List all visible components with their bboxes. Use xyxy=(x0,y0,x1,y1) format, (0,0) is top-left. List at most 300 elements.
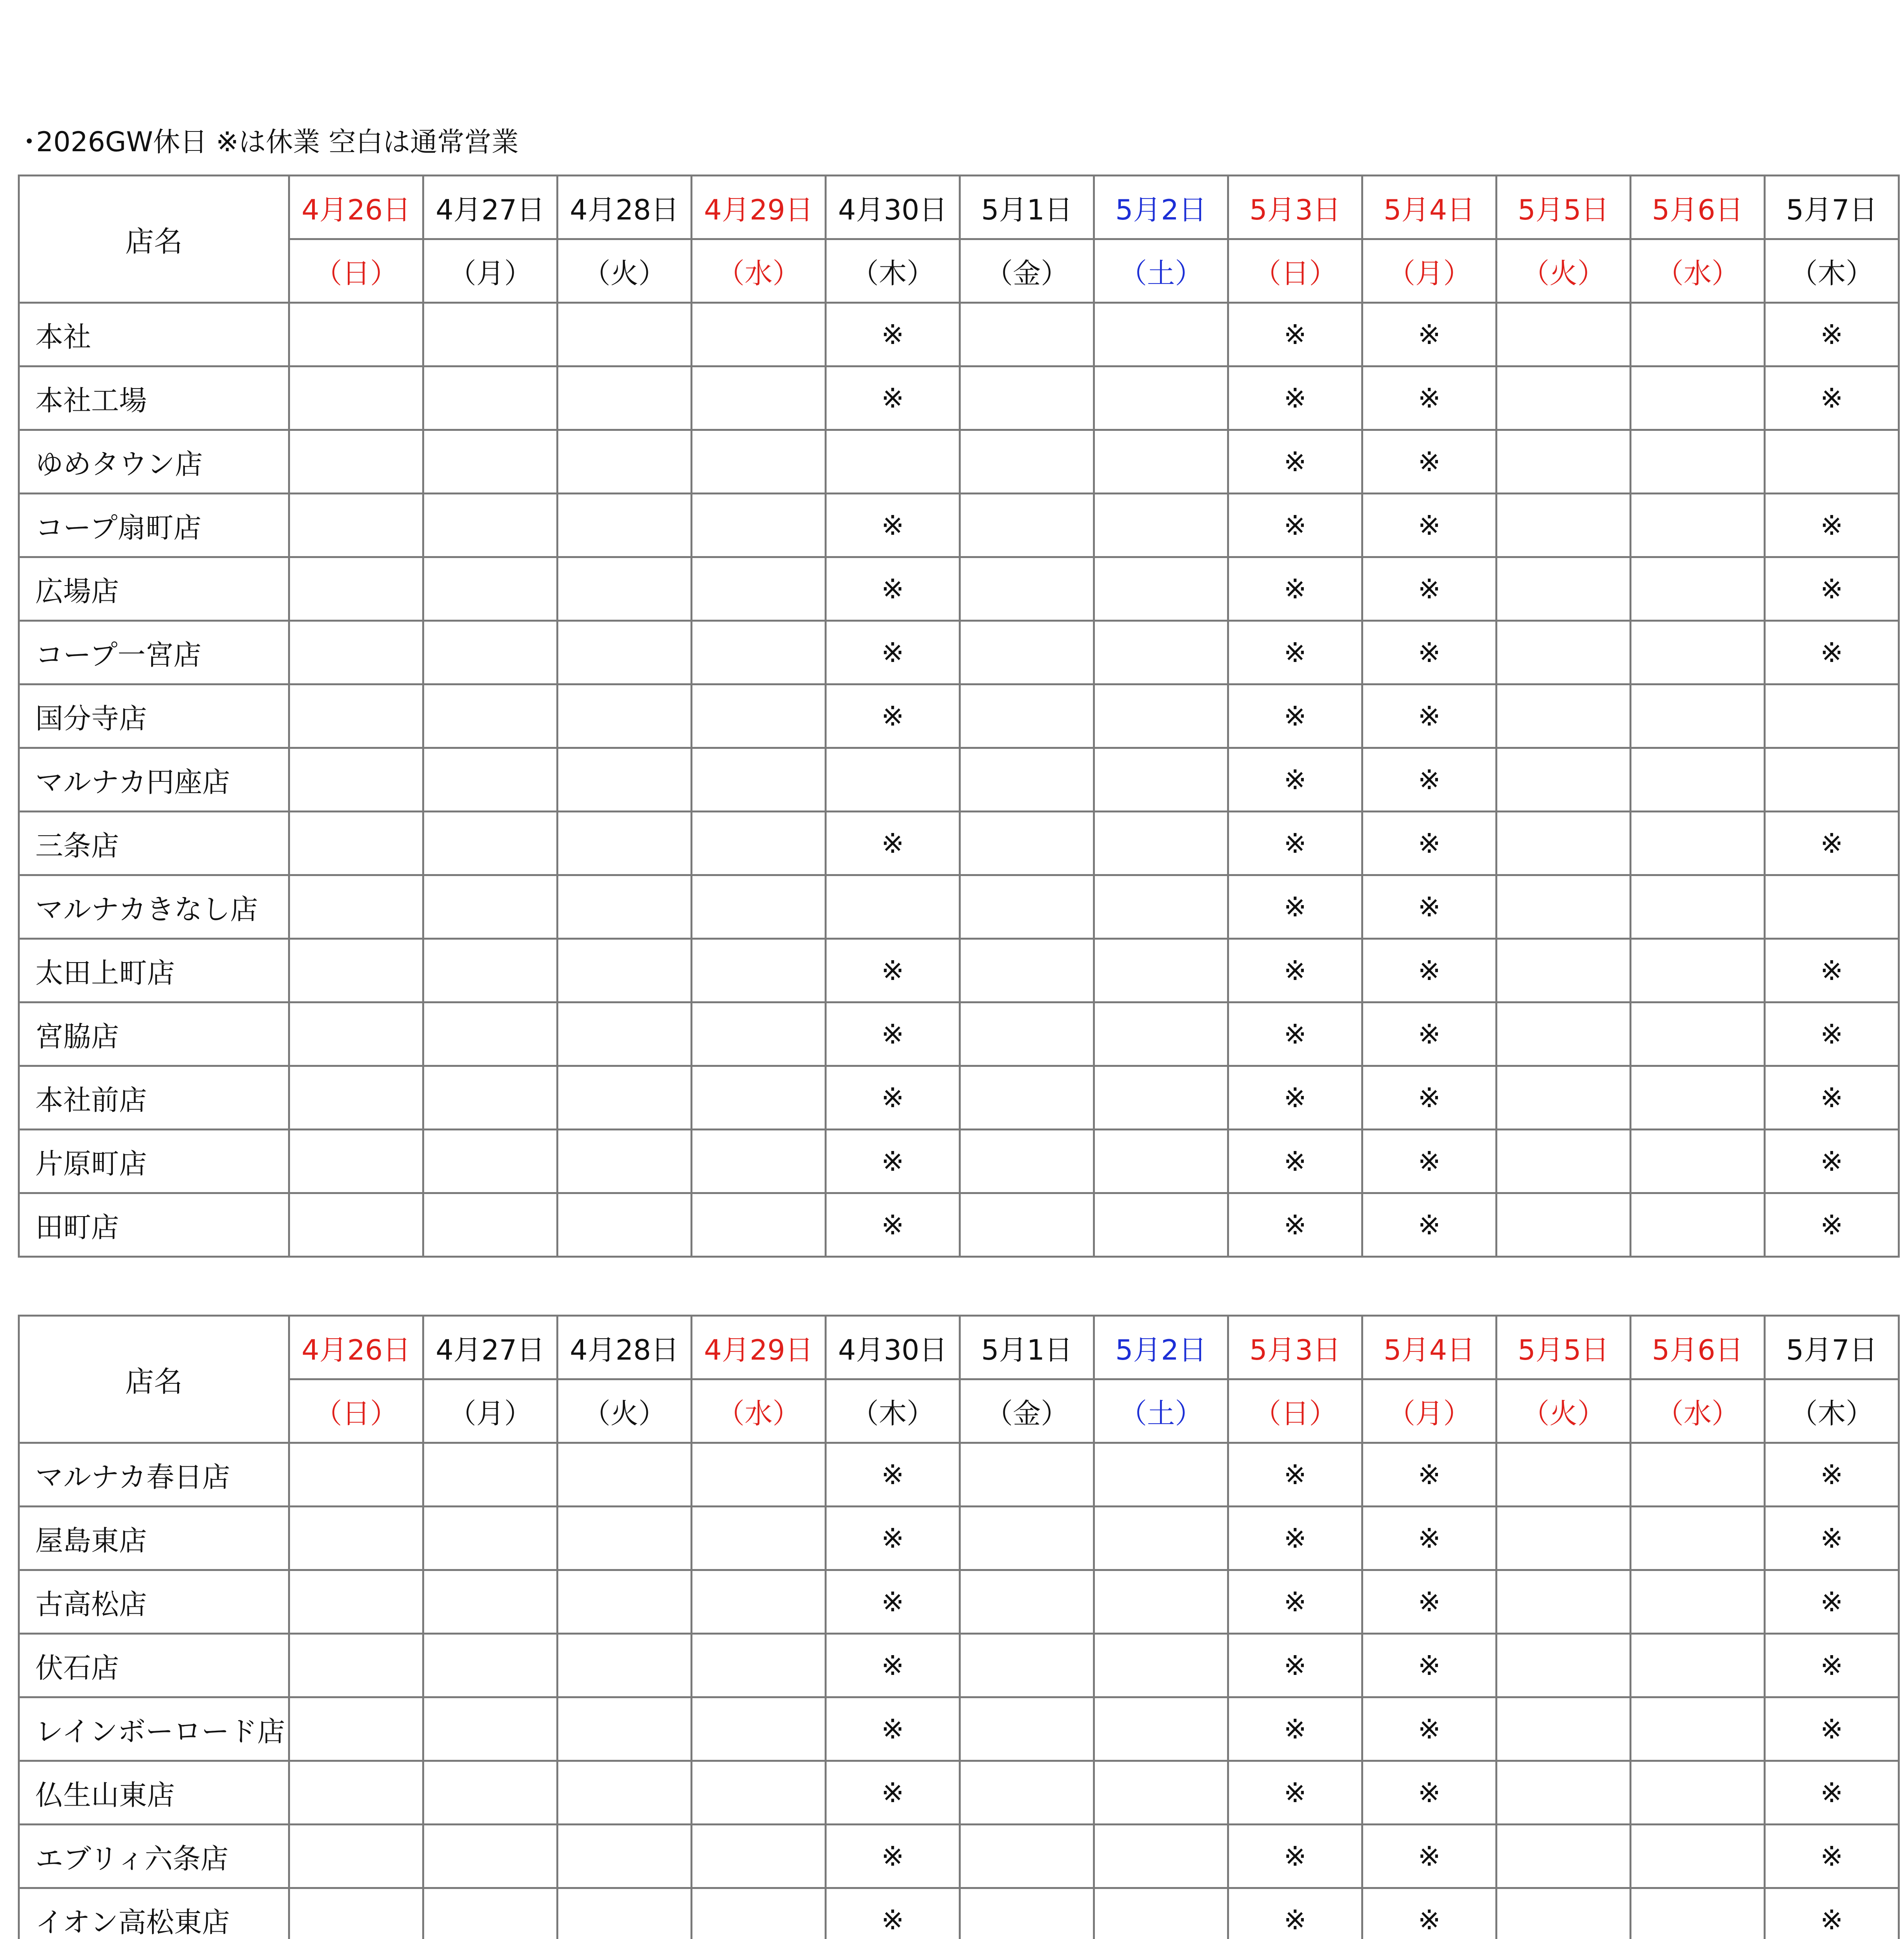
closure-cell: ※ xyxy=(1228,1570,1362,1634)
closure-cell xyxy=(960,1193,1094,1257)
closure-cell xyxy=(423,621,558,684)
store-name: 屋島東店 xyxy=(19,1507,289,1570)
date-header: 4月28日 xyxy=(558,1316,692,1379)
closure-cell xyxy=(1497,494,1631,557)
closure-cell xyxy=(692,1193,826,1257)
closure-cell xyxy=(692,1443,826,1507)
closure-cell xyxy=(558,557,692,621)
closure-cell xyxy=(558,430,692,494)
closure-cell xyxy=(960,1761,1094,1825)
closure-cell: ※ xyxy=(1228,1443,1362,1507)
closure-cell: ※ xyxy=(826,303,960,366)
closure-cell xyxy=(1631,1066,1765,1130)
table-row xyxy=(19,1443,1899,1507)
closure-cell xyxy=(692,1761,826,1825)
closure-cell: ※ xyxy=(1362,1507,1497,1570)
closure-cell xyxy=(289,494,423,557)
table-row xyxy=(19,430,1899,494)
closure-cell xyxy=(1497,1507,1631,1570)
closure-cell xyxy=(1765,748,1899,812)
date-header: 4月30日 xyxy=(826,1316,960,1379)
closure-cell xyxy=(1497,1130,1631,1193)
table-row xyxy=(19,875,1899,939)
table-row xyxy=(19,1761,1899,1825)
closure-cell xyxy=(826,875,960,939)
closure-cell: ※ xyxy=(826,494,960,557)
closure-cell xyxy=(423,1697,558,1761)
closure-cell: ※ xyxy=(826,1002,960,1066)
closure-cell xyxy=(423,494,558,557)
weekday-header: （火） xyxy=(1497,239,1631,303)
closure-cell xyxy=(1094,1130,1228,1193)
closure-cell xyxy=(1631,430,1765,494)
closure-cell: ※ xyxy=(1228,748,1362,812)
closure-cell xyxy=(1497,303,1631,366)
closure-cell xyxy=(960,430,1094,494)
table-row xyxy=(19,684,1899,748)
closure-cell: ※ xyxy=(826,939,960,1002)
closure-cell xyxy=(289,939,423,1002)
closure-cell xyxy=(960,557,1094,621)
closure-cell xyxy=(692,366,826,430)
closure-cell: ※ xyxy=(1228,1507,1362,1570)
date-header: 4月30日 xyxy=(826,176,960,239)
table-row xyxy=(19,748,1899,812)
closure-cell xyxy=(289,684,423,748)
closure-cell: ※ xyxy=(1362,1634,1497,1697)
closure-cell xyxy=(558,1761,692,1825)
date-header: 5月2日 xyxy=(1094,176,1228,239)
closure-cell xyxy=(1497,875,1631,939)
closure-cell xyxy=(289,875,423,939)
closure-cell: ※ xyxy=(1228,1825,1362,1888)
closure-cell xyxy=(1094,1825,1228,1888)
closure-cell xyxy=(423,1066,558,1130)
closure-cell xyxy=(558,1193,692,1257)
closure-cell: ※ xyxy=(1228,1697,1362,1761)
closure-cell xyxy=(289,1130,423,1193)
closure-cell xyxy=(826,748,960,812)
closure-cell xyxy=(1094,875,1228,939)
closure-cell: ※ xyxy=(1765,1761,1899,1825)
closure-cell xyxy=(289,1697,423,1761)
closure-cell: ※ xyxy=(1228,494,1362,557)
closure-cell xyxy=(960,748,1094,812)
closure-cell xyxy=(289,1066,423,1130)
closure-cell xyxy=(289,1443,423,1507)
closure-cell: ※ xyxy=(826,1570,960,1634)
closure-cell xyxy=(960,1066,1094,1130)
weekday-header: （土） xyxy=(1094,1379,1228,1443)
closure-cell: ※ xyxy=(1228,939,1362,1002)
closure-cell xyxy=(1631,366,1765,430)
closure-cell: ※ xyxy=(1765,303,1899,366)
closure-cell xyxy=(1631,1697,1765,1761)
closure-cell xyxy=(558,684,692,748)
weekday-header: （水） xyxy=(1631,1379,1765,1443)
closure-cell xyxy=(423,748,558,812)
closure-cell: ※ xyxy=(1765,939,1899,1002)
closure-cell: ※ xyxy=(826,1825,960,1888)
closure-cell xyxy=(960,1507,1094,1570)
store-name: マルナカ春日店 xyxy=(19,1443,289,1507)
store-name: 古高松店 xyxy=(19,1570,289,1634)
date-header: 5月5日 xyxy=(1497,176,1631,239)
closure-cell: ※ xyxy=(1362,1193,1497,1257)
closure-cell xyxy=(1631,621,1765,684)
closure-cell: ※ xyxy=(1362,1002,1497,1066)
closure-cell xyxy=(423,1888,558,1939)
closure-cell xyxy=(1631,1507,1765,1570)
weekday-header: （木） xyxy=(1765,239,1899,303)
closure-cell xyxy=(423,430,558,494)
closure-cell: ※ xyxy=(1228,684,1362,748)
closure-cell: ※ xyxy=(1228,303,1362,366)
store-name-header: 店名 xyxy=(19,176,289,303)
closure-cell xyxy=(423,1130,558,1193)
holiday-table-2 xyxy=(18,1315,1900,1939)
date-header: 4月26日 xyxy=(289,1316,423,1379)
weekday-header: （木） xyxy=(826,1379,960,1443)
date-header: 5月3日 xyxy=(1228,1316,1362,1379)
closure-cell xyxy=(692,1888,826,1939)
closure-cell xyxy=(1631,1825,1765,1888)
closure-cell: ※ xyxy=(1228,1066,1362,1130)
closure-cell xyxy=(1094,303,1228,366)
table-row xyxy=(19,1825,1899,1888)
closure-cell xyxy=(1094,494,1228,557)
closure-cell: ※ xyxy=(1362,303,1497,366)
closure-cell xyxy=(692,875,826,939)
weekday-header: （水） xyxy=(692,239,826,303)
closure-cell xyxy=(423,557,558,621)
closure-cell xyxy=(423,1570,558,1634)
store-name: 宮脇店 xyxy=(19,1002,289,1066)
closure-cell: ※ xyxy=(1362,557,1497,621)
closure-cell xyxy=(1497,1443,1631,1507)
store-name: コープ一宮店 xyxy=(19,621,289,684)
closure-cell xyxy=(289,1193,423,1257)
closure-cell xyxy=(1497,1761,1631,1825)
closure-cell: ※ xyxy=(1765,812,1899,875)
closure-cell: ※ xyxy=(1362,366,1497,430)
closure-cell: ※ xyxy=(826,557,960,621)
closure-cell xyxy=(692,748,826,812)
closure-cell: ※ xyxy=(826,1443,960,1507)
closure-cell xyxy=(423,1193,558,1257)
closure-cell: ※ xyxy=(1362,684,1497,748)
closure-cell: ※ xyxy=(1362,494,1497,557)
closure-cell xyxy=(960,1825,1094,1888)
closure-cell: ※ xyxy=(1362,621,1497,684)
closure-cell xyxy=(1094,1570,1228,1634)
weekday-header: （日） xyxy=(289,239,423,303)
date-header: 4月26日 xyxy=(289,176,423,239)
closure-cell xyxy=(960,1888,1094,1939)
closure-cell xyxy=(558,621,692,684)
closure-cell: ※ xyxy=(1765,1130,1899,1193)
closure-cell: ※ xyxy=(826,684,960,748)
closure-cell xyxy=(692,494,826,557)
date-header: 4月27日 xyxy=(423,1316,558,1379)
closure-cell xyxy=(692,1825,826,1888)
closure-cell xyxy=(1765,684,1899,748)
date-header: 5月1日 xyxy=(960,1316,1094,1379)
closure-cell xyxy=(692,1130,826,1193)
closure-cell xyxy=(289,303,423,366)
closure-cell xyxy=(558,1130,692,1193)
closure-cell xyxy=(1631,684,1765,748)
closure-cell: ※ xyxy=(1765,1066,1899,1130)
table-row xyxy=(19,621,1899,684)
table-row xyxy=(19,812,1899,875)
closure-cell xyxy=(1497,1570,1631,1634)
closure-cell xyxy=(1631,1443,1765,1507)
closure-cell: ※ xyxy=(1228,1634,1362,1697)
closure-cell xyxy=(692,430,826,494)
closure-cell xyxy=(423,939,558,1002)
closure-cell: ※ xyxy=(1228,1193,1362,1257)
store-name: マルナカ円座店 xyxy=(19,748,289,812)
holiday-table-1 xyxy=(18,175,1900,1258)
closure-cell xyxy=(692,303,826,366)
weekday-header: （水） xyxy=(692,1379,826,1443)
closure-cell xyxy=(1497,1697,1631,1761)
closure-cell xyxy=(1094,1761,1228,1825)
closure-cell: ※ xyxy=(1362,1697,1497,1761)
closure-cell xyxy=(289,430,423,494)
closure-cell: ※ xyxy=(1228,812,1362,875)
closure-cell: ※ xyxy=(1228,1002,1362,1066)
date-header: 5月7日 xyxy=(1765,1316,1899,1379)
closure-cell xyxy=(1631,1002,1765,1066)
date-header: 4月27日 xyxy=(423,176,558,239)
store-name: イオン高松東店 xyxy=(19,1888,289,1939)
closure-cell xyxy=(692,557,826,621)
closure-cell xyxy=(558,1066,692,1130)
closure-cell xyxy=(960,1130,1094,1193)
closure-cell xyxy=(1094,1193,1228,1257)
closure-cell xyxy=(692,684,826,748)
store-name: 本社工場 xyxy=(19,366,289,430)
closure-cell xyxy=(289,1570,423,1634)
closure-cell xyxy=(960,303,1094,366)
weekday-header: （日） xyxy=(1228,239,1362,303)
closure-cell xyxy=(692,621,826,684)
closure-cell: ※ xyxy=(1362,875,1497,939)
weekday-header: （月） xyxy=(1362,239,1497,303)
closure-cell xyxy=(289,748,423,812)
store-name: ゆめタウン店 xyxy=(19,430,289,494)
date-header: 5月3日 xyxy=(1228,176,1362,239)
closure-cell xyxy=(423,684,558,748)
closure-cell xyxy=(960,494,1094,557)
table-row xyxy=(19,494,1899,557)
closure-cell xyxy=(960,1443,1094,1507)
table-body xyxy=(19,303,1899,1257)
closure-cell: ※ xyxy=(1765,494,1899,557)
closure-cell xyxy=(289,1761,423,1825)
closure-cell: ※ xyxy=(1765,1002,1899,1066)
closure-cell xyxy=(1094,621,1228,684)
closure-cell xyxy=(960,1570,1094,1634)
closure-cell: ※ xyxy=(1765,1507,1899,1570)
table-row xyxy=(19,557,1899,621)
store-name: 太田上町店 xyxy=(19,939,289,1002)
closure-cell xyxy=(960,684,1094,748)
store-name: 伏石店 xyxy=(19,1634,289,1697)
closure-cell: ※ xyxy=(1765,1193,1899,1257)
closure-cell: ※ xyxy=(1765,1634,1899,1697)
closure-cell: ※ xyxy=(826,1066,960,1130)
closure-cell xyxy=(1631,1634,1765,1697)
closure-cell xyxy=(289,1825,423,1888)
table-body xyxy=(19,1443,1899,1939)
closure-cell xyxy=(960,366,1094,430)
weekday-header: （火） xyxy=(558,239,692,303)
closure-cell xyxy=(289,812,423,875)
closure-cell xyxy=(1631,1130,1765,1193)
closure-cell xyxy=(692,1507,826,1570)
closure-cell: ※ xyxy=(826,1888,960,1939)
closure-cell xyxy=(289,366,423,430)
closure-cell: ※ xyxy=(826,366,960,430)
closure-cell xyxy=(1497,557,1631,621)
closure-cell: ※ xyxy=(1362,1443,1497,1507)
table-header xyxy=(19,1316,1899,1443)
store-name: 本社前店 xyxy=(19,1066,289,1130)
closure-cell xyxy=(692,1697,826,1761)
closure-cell xyxy=(558,1002,692,1066)
closure-cell: ※ xyxy=(1362,1130,1497,1193)
table-row xyxy=(19,1888,1899,1939)
weekday-header: （金） xyxy=(960,1379,1094,1443)
closure-cell xyxy=(558,303,692,366)
closure-cell xyxy=(1094,684,1228,748)
closure-cell xyxy=(1497,1888,1631,1939)
closure-cell xyxy=(1094,748,1228,812)
closure-cell xyxy=(960,1634,1094,1697)
closure-cell xyxy=(1094,366,1228,430)
closure-cell xyxy=(960,621,1094,684)
table-row xyxy=(19,1130,1899,1193)
store-name: 片原町店 xyxy=(19,1130,289,1193)
closure-cell: ※ xyxy=(1362,812,1497,875)
weekday-header: （日） xyxy=(1228,1379,1362,1443)
closure-cell xyxy=(1497,1193,1631,1257)
date-header: 4月29日 xyxy=(692,1316,826,1379)
closure-cell: ※ xyxy=(1765,557,1899,621)
closure-cell: ※ xyxy=(1362,1570,1497,1634)
closure-cell xyxy=(423,1761,558,1825)
weekday-header: （月） xyxy=(1362,1379,1497,1443)
date-header: 5月7日 xyxy=(1765,176,1899,239)
weekday-header: （月） xyxy=(423,239,558,303)
weekday-header: （火） xyxy=(558,1379,692,1443)
weekday-header: （火） xyxy=(1497,1379,1631,1443)
store-name-header: 店名 xyxy=(19,1316,289,1443)
closure-cell xyxy=(960,939,1094,1002)
closure-cell xyxy=(558,494,692,557)
date-header: 5月5日 xyxy=(1497,1316,1631,1379)
closure-cell xyxy=(289,1888,423,1939)
closure-cell xyxy=(289,557,423,621)
store-name: コープ扇町店 xyxy=(19,494,289,557)
closure-cell xyxy=(1497,430,1631,494)
closure-cell xyxy=(289,621,423,684)
closure-cell xyxy=(558,366,692,430)
closure-cell: ※ xyxy=(1765,366,1899,430)
date-header: 4月28日 xyxy=(558,176,692,239)
closure-cell xyxy=(1497,1002,1631,1066)
closure-cell xyxy=(1497,1066,1631,1130)
closure-cell xyxy=(960,1002,1094,1066)
closure-cell xyxy=(1631,494,1765,557)
closure-cell xyxy=(423,1507,558,1570)
weekday-header: （水） xyxy=(1631,239,1765,303)
closure-cell: ※ xyxy=(1765,1443,1899,1507)
table-row xyxy=(19,1570,1899,1634)
closure-cell xyxy=(1631,1570,1765,1634)
closure-cell xyxy=(423,1443,558,1507)
closure-cell xyxy=(558,939,692,1002)
closure-cell: ※ xyxy=(1228,875,1362,939)
weekday-header: （月） xyxy=(423,1379,558,1443)
closure-cell xyxy=(1094,1634,1228,1697)
closure-cell xyxy=(960,812,1094,875)
closure-cell xyxy=(1094,1002,1228,1066)
date-header: 5月4日 xyxy=(1362,176,1497,239)
closure-cell: ※ xyxy=(1228,430,1362,494)
date-header: 5月1日 xyxy=(960,176,1094,239)
closure-cell xyxy=(1094,1443,1228,1507)
closure-cell: ※ xyxy=(1228,621,1362,684)
closure-cell xyxy=(1497,748,1631,812)
closure-cell xyxy=(960,1697,1094,1761)
table-row xyxy=(19,366,1899,430)
table-row xyxy=(19,1697,1899,1761)
closure-cell xyxy=(1497,366,1631,430)
store-name: 広場店 xyxy=(19,557,289,621)
closure-cell xyxy=(1094,1066,1228,1130)
closure-cell xyxy=(692,939,826,1002)
closure-cell: ※ xyxy=(1228,1888,1362,1939)
table-row xyxy=(19,1634,1899,1697)
store-name: 田町店 xyxy=(19,1193,289,1257)
closure-cell xyxy=(960,875,1094,939)
closure-cell: ※ xyxy=(826,1697,960,1761)
closure-cell: ※ xyxy=(1362,430,1497,494)
closure-cell: ※ xyxy=(1362,1761,1497,1825)
table-row xyxy=(19,1193,1899,1257)
closure-cell xyxy=(558,748,692,812)
closure-cell xyxy=(1094,1888,1228,1939)
closure-cell xyxy=(558,812,692,875)
closure-cell xyxy=(423,875,558,939)
closure-cell: ※ xyxy=(826,1130,960,1193)
date-header: 5月2日 xyxy=(1094,1316,1228,1379)
closure-cell: ※ xyxy=(1765,1697,1899,1761)
weekday-header: （土） xyxy=(1094,239,1228,303)
closure-cell xyxy=(1631,1193,1765,1257)
closure-cell xyxy=(1094,1507,1228,1570)
closure-cell xyxy=(289,1002,423,1066)
table-row xyxy=(19,939,1899,1002)
weekday-header: （金） xyxy=(960,239,1094,303)
header-weekday-row xyxy=(19,239,1899,303)
closure-cell: ※ xyxy=(1362,1888,1497,1939)
table-row xyxy=(19,303,1899,366)
